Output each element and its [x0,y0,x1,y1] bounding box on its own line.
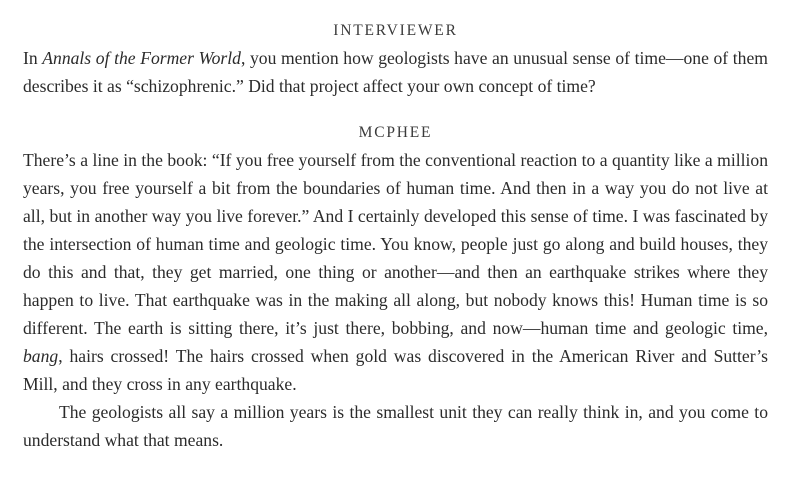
answer-part-2: , hairs crossed! The hairs crossed when gold was discovered in the American River and Sutter’s Mill, and they cross in any earthquake. [23,346,768,394]
section-spacer [23,100,768,120]
question-rest: , you mention how geologists have an unusual sense of time—one of them describes it as “schizophrenic.” Did that project affect your own concept of time? [23,48,768,96]
mcphee-answer [23,146,768,398]
interviewer-question [23,44,768,100]
book-title: Annals of the Former World [42,48,241,68]
question-prefix: In [23,48,43,68]
speaker-label-interviewer: INTERVIEWER [333,22,458,39]
interview-page [23,18,768,454]
mcphee-follow-up: The geologists all say a million years is the smallest unit they can really think in, and you come to understand what that means. [23,402,768,450]
answer-part-1: There’s a line in the book: “If you free yourself from the conventional reaction to a quantity like a million years, you free yourself a bit from the boundaries of human time. And then in a way you do not live at all, but in another way you live forever.” And I certainly developed this sense of time. I was fascinated by the intersection of human time and geologic time. You know, people just go along and build houses, they do this and that, they get married, one thing or another—and then an earthquake strikes where they happen to live. That earthquake was in the making all along, but nobody knows this! Human time is so different. The earth is sitting there, it’s just there, bobbing, and now—human time and geologic time, [23,150,768,338]
speaker-label-mcphee: MCPHEE [358,124,433,141]
answer-emphasis: bang [23,346,59,366]
